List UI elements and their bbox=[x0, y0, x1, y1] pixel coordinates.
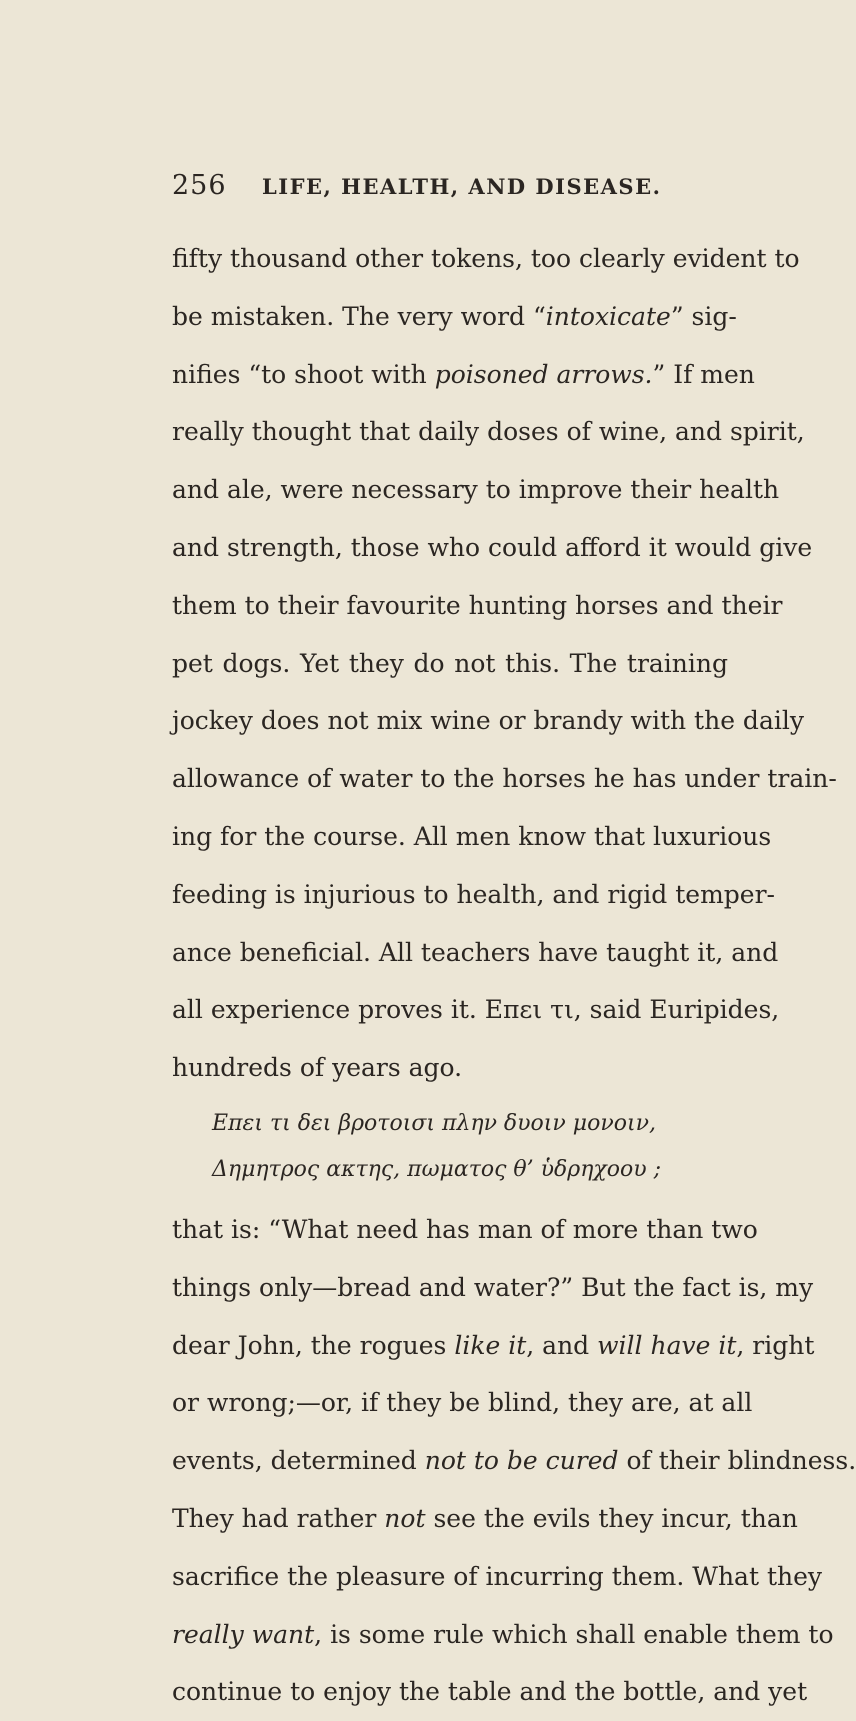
text-line: allowance of water to the horses he has under train- bbox=[172, 764, 837, 794]
text-line: and strength, those who could afford it would give bbox=[172, 532, 813, 562]
running-title: LIFE, HEALTH, AND DISEASE. bbox=[262, 174, 662, 199]
text-line: nifies “to shoot with poisoned arrows.” If men bbox=[172, 359, 755, 389]
text-line: ing for the course. All men know that luxurious bbox=[172, 821, 772, 851]
emphasis: not bbox=[384, 1503, 426, 1533]
body-text bbox=[172, 230, 856, 1721]
greek-verse-line: Δημητρος ακτης, πωματος θ’ ὑδρηχοου ; bbox=[212, 1156, 662, 1182]
text-line: and ale, were necessary to improve their health bbox=[172, 475, 780, 505]
page-header bbox=[0, 170, 800, 210]
text-line: They had rather not see the evils they incur, than bbox=[172, 1503, 798, 1533]
text-line: really want, is some rule which shall enable them to bbox=[172, 1619, 834, 1649]
text-line: pet dogs. Yet they do not this. The training bbox=[172, 648, 728, 678]
emphasis: like it bbox=[454, 1330, 527, 1360]
text-line: fifty thousand other tokens, too clearly evident to bbox=[172, 244, 800, 273]
text-line: things only—bread and water?” But the fact is, my bbox=[172, 1272, 814, 1302]
text-line: or wrong;—or, if they be blind, they are, at all bbox=[172, 1388, 753, 1418]
page-number: 256 bbox=[172, 170, 227, 201]
text-line: jockey does not mix wine or brandy with the daily bbox=[172, 706, 804, 736]
emphasis: will have it bbox=[597, 1330, 737, 1360]
emphasis: intoxicate bbox=[545, 301, 671, 331]
text-line: sacrifice the pleasure of incurring them. What they bbox=[172, 1561, 823, 1591]
emphasis: really want bbox=[172, 1619, 315, 1649]
text-line: them to their favourite hunting horses and their bbox=[172, 590, 783, 620]
text-line: continue to enjoy the table and the bottle, and yet bbox=[172, 1677, 808, 1707]
text-line: dear John, the rogues like it, and will have it, right bbox=[172, 1330, 815, 1360]
text-line: be mistaken. The very word “intoxicate” sig- bbox=[172, 301, 737, 331]
text-line: events, determined not to be cured of their blindness. bbox=[172, 1446, 856, 1476]
emphasis: poisoned arrows. bbox=[434, 359, 653, 389]
text-line: really thought that daily doses of wine, and spirit, bbox=[172, 417, 805, 447]
emphasis: not to be cured bbox=[424, 1446, 619, 1476]
text-line: that is: “What need has man of more than two bbox=[172, 1214, 758, 1244]
greek-verse-line: Επει τι δει βροτοισι πλην δυοιν μονοιν, bbox=[212, 1110, 656, 1136]
text-line: ance beneficial. All teachers have taught it, and bbox=[172, 937, 779, 967]
text-line: hundreds of years ago. bbox=[172, 1053, 463, 1083]
text-line: feeding is injurious to health, and rigid temper- bbox=[172, 879, 775, 909]
text-line: all experience proves it. Επει τι, said Euripides, bbox=[172, 995, 780, 1025]
